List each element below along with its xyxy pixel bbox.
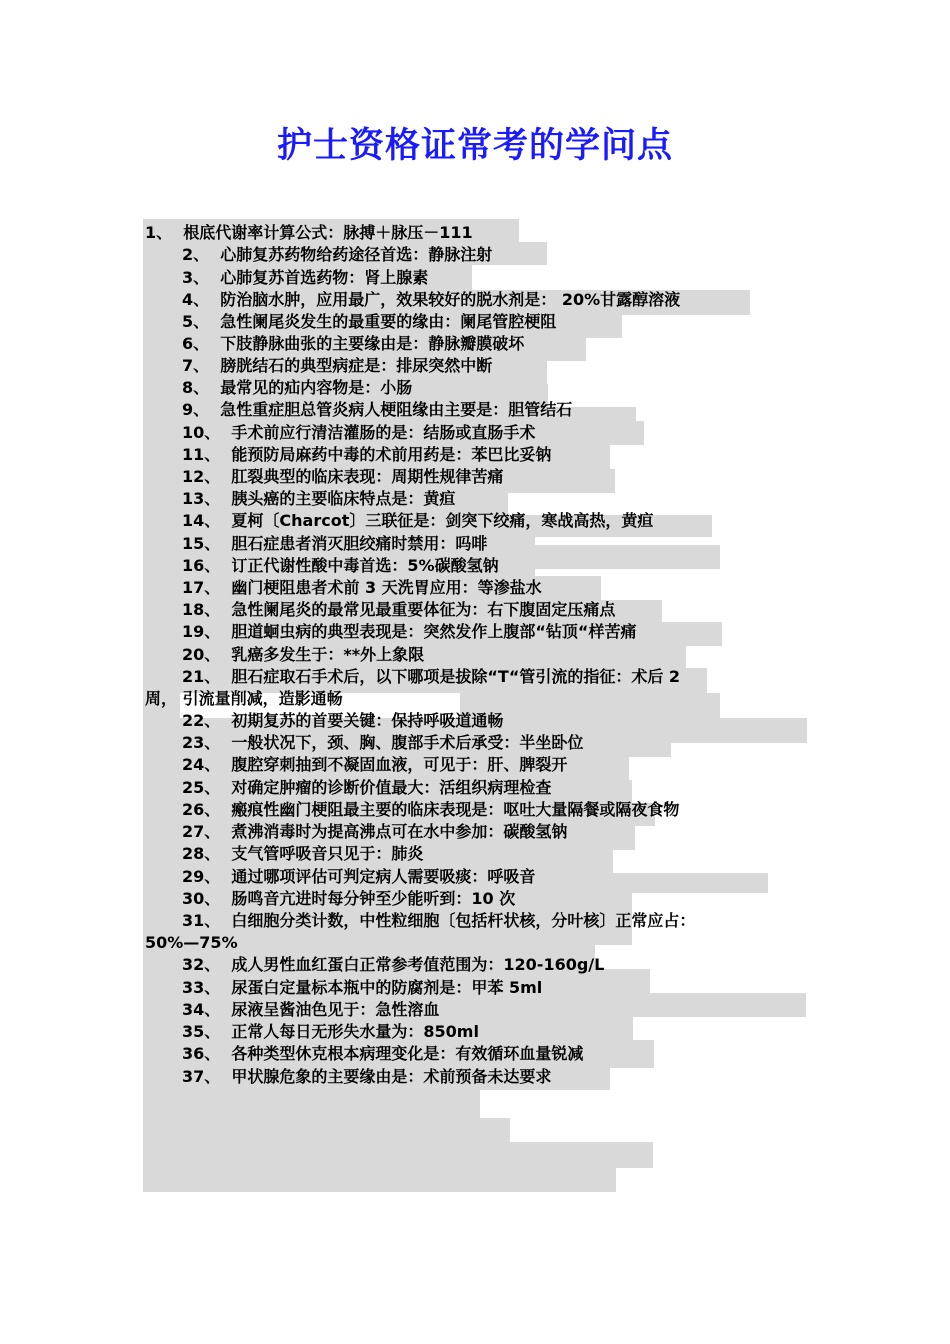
- list-item: 19、 胆道蛔虫病的典型表现是：突然发作上腹部“钻顶“样苦痛: [182, 622, 637, 641]
- list-item: 10、 手术前应行清洁灌肠的是：结肠或直肠手术: [182, 423, 536, 442]
- list-item: 15、 胆石症患者消灭胆绞痛时禁用：吗啡: [182, 534, 488, 553]
- list-item: 18、 急性阑尾炎的最常见最重要体征为：右下腹固定压痛点: [182, 600, 616, 619]
- list-item: 6、 下肢静脉曲张的主要缘由是：静脉瓣膜破坏: [182, 334, 525, 353]
- list-item: 23、 一般状况下，颈、胸、腹部手术后承受：半坐卧位: [182, 733, 584, 752]
- list-item: 3、 心肺复苏首选药物：肾上腺素: [182, 268, 429, 287]
- list-item: 4、 防治脑水肿，应用最广，效果较好的脱水剂是： 20%甘露醇溶液: [182, 290, 681, 309]
- list-item: 14、 夏柯〔Charcot〕三联征是：剑突下绞痛，寒战高热，黄疸: [182, 511, 654, 530]
- list-item: 34、 尿液呈酱油色见于：急性溶血: [182, 1000, 440, 1019]
- list-item-continuation: 周， 引流量削减，造影通畅: [145, 689, 343, 708]
- list-item: 2、 心肺复苏药物给药途径首选：静脉注射: [182, 245, 493, 264]
- document-title: 护士资格证常考的学问点: [276, 126, 673, 166]
- list-item: 8、 最常见的疝内容物是：小肠: [182, 378, 413, 397]
- list-item: 9、 急性重症胆总管炎病人梗阻缘由主要是：胆管结石: [182, 400, 573, 419]
- list-item: 20、 乳癌多发生于：**外上象限: [182, 645, 425, 664]
- list-item: 16、 订正代谢性酸中毒首选：5%碳酸氢钠: [182, 556, 499, 575]
- list-item: 17、 幽门梗阻患者术前 3 天洗胃应用：等渗盐水: [182, 578, 542, 597]
- list-item: 1、 根底代谢率计算公式：脉搏＋脉压－111: [145, 223, 473, 242]
- list-item: 30、 肠鸣音亢进时每分钟至少能听到：10 次: [182, 889, 516, 908]
- list-item: 11、 能预防局麻药中毒的术前用药是：苯巴比妥钠: [182, 445, 552, 464]
- list-item: 32、 成人男性血红蛋白正常参考值范围为：120-160g/L: [182, 955, 605, 974]
- list-item: 33、 尿蛋白定量标本瓶中的防腐剂是：甲苯 5ml: [182, 978, 543, 997]
- list-item: 28、 支气管呼吸音只见于：肺炎: [182, 844, 424, 863]
- list-item: 24、 腹腔穿刺抽到不凝固血液，可见于：肝、脾裂开: [182, 755, 568, 774]
- list-item: 25、 对确定肿瘤的诊断价值最大：活组织病理检查: [182, 778, 552, 797]
- list-item: 22、 初期复苏的首要关键：保持呼吸道通畅: [182, 711, 504, 730]
- list-item: 12、 肛裂典型的临床表现：周期性规律苦痛: [182, 467, 504, 486]
- list-item: 21、 胆石症取石手术后，以下哪项是拔除“T“管引流的指征：术后 2: [182, 667, 681, 686]
- list-item: 37、 甲状腺危象的主要缘由是：术前预备未达要求: [182, 1067, 552, 1086]
- list-item: 35、 正常人每日无形失水量为：850ml: [182, 1022, 479, 1041]
- list-item-continuation: 50%—75%: [145, 933, 238, 952]
- list-item: 29、 通过哪项评估可判定病人需要吸痰：呼吸音: [182, 867, 536, 886]
- list-item: 31、 白细胞分类计数，中性粒细胞〔包括杆状核，分叶核〕正常应占：: [182, 911, 696, 930]
- list-item: 7、 膀胱结石的典型病症是：排尿突然中断: [182, 356, 493, 375]
- list-item: 13、 胰头癌的主要临床特点是：黄疸: [182, 489, 456, 508]
- list-item: 27、 煮沸消毒时为提高沸点可在水中参加：碳酸氢钠: [182, 822, 568, 841]
- list-item: 36、 各种类型休克根本病理变化是：有效循环血量锐减: [182, 1044, 584, 1063]
- list-item: 26、 瘢痕性幽门梗阻最主要的临床表现是：呕吐大量隔餐或隔夜食物: [182, 800, 680, 819]
- list-item: 5、 急性阑尾炎发生的最重要的缘由：阑尾管腔梗阻: [182, 312, 557, 331]
